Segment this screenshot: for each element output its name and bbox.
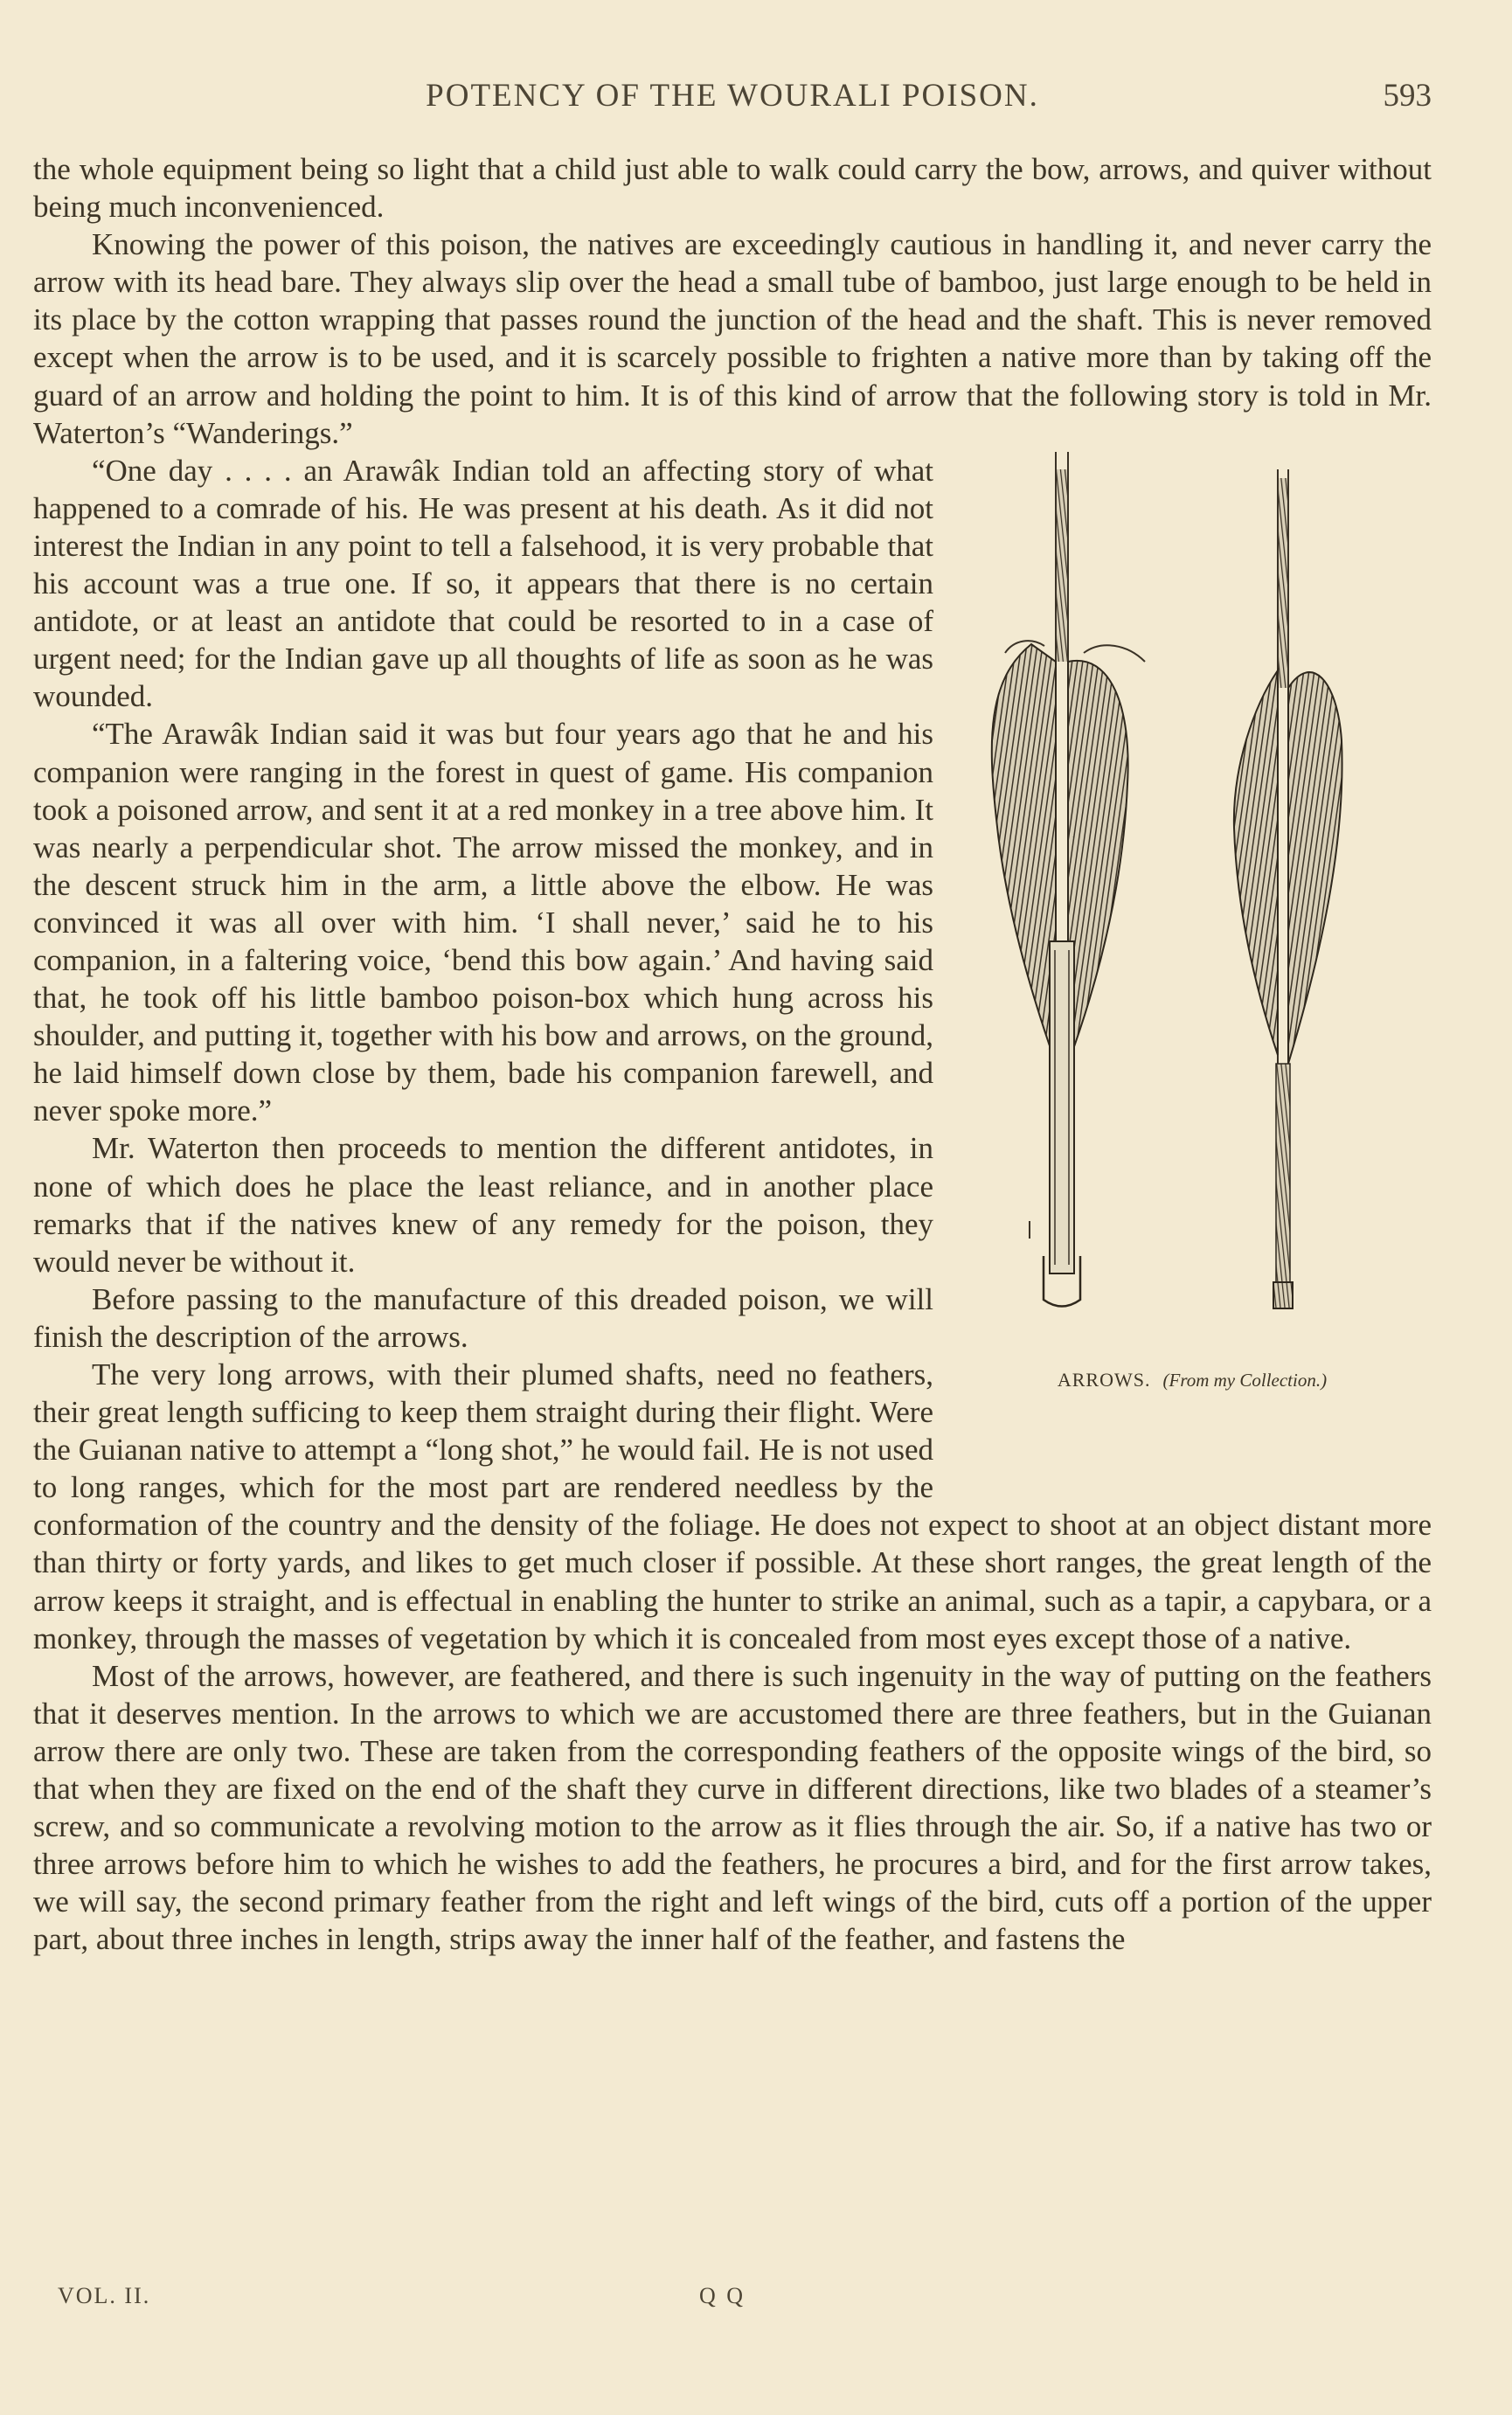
paragraph: the whole equipment being so light that a child just able to walk could carry the bow, arrows, and quiver without being much inconvenienced.	[33, 152, 1432, 225]
paragraph: Before passing to the manufacture of this dreaded poison, we will finish the description of the arrows.	[33, 1281, 933, 1354]
paragraph: “The Arawâk Indian said it was but four years ago that he and his companion were ranging in the forest in quest of game. His companion took a poisoned arrow, and sent it at a red monkey in a tree above him. It was nearly a perpendicular shot. The arrow missed the monkey, and in the descent struck him in the arm, a little above the elbow. He was convinced it was all over with him. ‘I shall never,’ said he to his companion, in a faltering voice, ‘bend this bow again.’ And having said that, he took off his little bamboo poison-box which hung across his shoulder, and putting it, together with his bow and arrows, on the ground, he laid himself down close by them, bade his companion farewell, and never spoke more.”	[33, 717, 933, 1128]
paragraph: Most of the arrows, however, are feathered, and there is such ingenuity in the way of putting on the feathers that it deserves mention. In the arrows to which we are accustomed there are three feathers, but in the Guianan arrow there are only two. These are taken from the corresponding feathers of the opposite wings of the bird, so that when they are fixed on the end of the shaft they curve in different directions, like two blades of a steamer’s screw, and so communicate a revolving motion to the arrow as it flies through the air. So, if a native has two or three arrows before him to which he wishes to add the feathers, he procures a bird, and for the first arrow takes, we will say, the second primary feather from the right and left wings of the bird, cuts off a portion of the upper part, about three inches in length, strips away the inner half of the feather, and fastens the	[33, 1658, 1432, 1957]
arrows-figure	[953, 452, 1432, 1501]
page-header	[33, 77, 1432, 126]
paragraph: Mr. Waterton then proceeds to mention the different antidotes, in none of which does he place the least reliance, and in another place remarks that if the natives knew of any remedy for the poison, they would never be without it.	[33, 1131, 933, 1279]
body-text	[33, 150, 1432, 1959]
page-number: 593	[1383, 78, 1432, 114]
volume-label: VOL. II.	[58, 2283, 151, 2308]
right-arrow-drawing	[1234, 469, 1342, 1308]
figure-caption	[953, 1361, 1432, 1399]
running-title: POTENCY OF THE WOURALI POISON.	[426, 78, 1039, 114]
page-footer	[33, 2283, 1432, 2318]
caption-note: (From my Collection.)	[1162, 1369, 1328, 1391]
caption-label: ARROWS.	[1057, 1368, 1151, 1391]
paragraph: The very long arrows, with their plumed shafts, need no feathers, their great length sufficing to keep them straight during their flight. Were the Guianan native to attempt a “long shot,” he would fail. He is not used to long ranges, which for the most part are rendered needless by the conformation of the country and the density of the foliage. He does not expect to shoot at an object distant more than thirty or forty yards, and likes to get much closer if possible. At these short ranges, the great length of the arrow keeps it straight, and is effectual in enabling the hunter to strike an animal, such as a tapir, a capybara, or a monkey, through the masses of vegetation by which it is concealed from most eyes except those of a native.	[33, 1357, 1432, 1655]
signature-mark: Q Q	[699, 2283, 746, 2308]
arrows-illustration	[953, 452, 1432, 1361]
left-arrow-drawing	[992, 452, 1145, 1307]
paragraph: Knowing the power of this poison, the natives are exceedingly cautious in handling it, and never carry the arrow with its head bare. They always slip over the head a small tube of bamboo, just large enough to be held in its place by the cotton wrapping that passes round the junction of the head and the shaft. This is never removed except when the arrow is to be used, and it is scarcely possible to frighten a native more than by taking off the guard of an arrow and holding the point to him. It is of this kind of arrow that the following story is told in Mr. Waterton’s “Wanderings.”	[33, 227, 1432, 450]
paragraph: “One day . . . . an Arawâk Indian told an affecting story of what happened to a comrade of his. He was present at his death. As it did not interest the Indian in any point to tell a falsehood, it is very probable that his account was a true one. If so, it appears that there is no certain antidote, or at least an antidote that could be resorted to in a case of urgent need; for the Indian gave up all thoughts of life as soon as he was wounded.	[33, 453, 933, 714]
